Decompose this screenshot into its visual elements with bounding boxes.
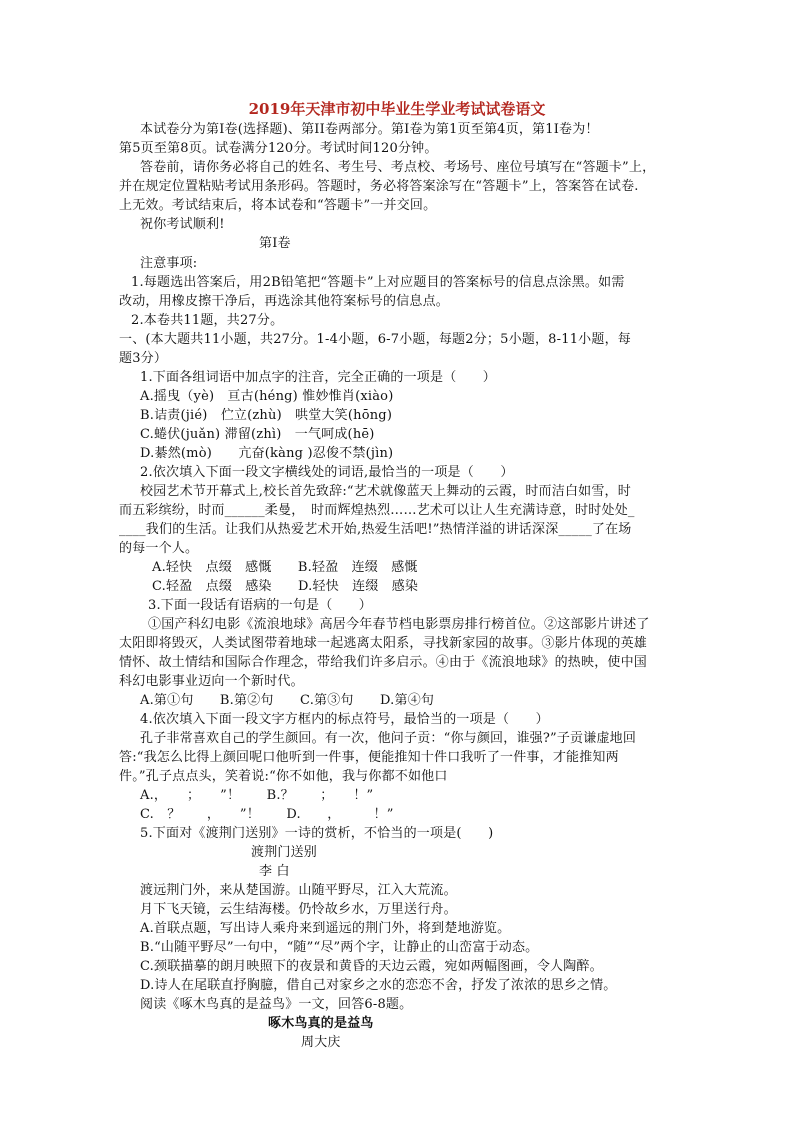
text-line: 第5页至第8页。试卷满分120分。考试时间120分钟。 [119, 141, 438, 156]
text-line: 校园艺术节开幕式上,校长首先致辞:“艺术就像蓝天上舞动的云霞，时而洁白如雪，时 [140, 484, 631, 499]
text-line: C.颈联描摹的朗月映照下的夜景和黄昏的天边云霞，宛如两幅图画，令人陶醉。 [140, 959, 603, 974]
text-line: 3.下面一段话有语病的一句是（ ） [148, 598, 373, 613]
page-title: 2019年天津市初中毕业生学业考试试卷语文 [248, 100, 546, 118]
text-line: 啄木鸟真的是益鸟 [268, 1016, 374, 1031]
text-line: 而五彩缤纷，时而______柔曼， 时而辉煌热烈……艺术可以让人生充满诗意，时时处处_ [119, 503, 635, 518]
text-line: 太阳即将毁灭，人类试图带着地球一起逃离太阳系，寻找新家园的故事。③影片体现的英雄 [119, 636, 648, 651]
text-line: C.轻盈 点缀 感染 D.轻快 连缀 感染 [152, 579, 419, 594]
text-line: 本试卷分为第Ⅰ卷(选择题)、第II卷两部分。第Ⅰ卷为第1页至第4页，第1I卷为！ [140, 122, 599, 137]
text-line: 李 白 [259, 864, 290, 879]
text-line: 祝你考试顺利! [140, 217, 225, 232]
text-line: 1.下面各组词语中加点字的注音，完全正确的一项是（ ） [140, 370, 497, 385]
text-line: B.“山随平野尽”一句中，“随”“尽”两个字，让静止的山峦富于动态。 [140, 940, 539, 955]
text-line: 月下飞天镜，云生结海楼。仍怜故乡水，万里送行舟。 [140, 902, 457, 917]
text-line: 孔子非常喜欢自己的学生颜回。有一次，他问子贡：“你与颜回，谁强?”子贡谦虚地回 [140, 731, 637, 746]
text-line: 周大庆 [301, 1035, 341, 1050]
text-line: 2.依次填入下面一段文字横线处的词语,最恰当的一项是（ ） [140, 465, 514, 480]
text-line: 改动，用橡皮擦干净后，再选涂其他符案标号的信息点。 [119, 294, 450, 309]
text-line: B.诘责(jié) 伫立(zhù) 哄堂大笑(hōng) [140, 408, 393, 423]
text-line: 阅读《啄木鸟真的是益鸟》一文，回答6-8题。 [140, 997, 413, 1012]
text-line: 的每一个人。 [119, 541, 199, 556]
text-line: 注意事项: [140, 256, 198, 271]
text-line: 答卷前，请你务必将自己的姓名、考生号、考点校、考场号、座位号填写在“答题卡”上， [140, 160, 656, 175]
text-line: ____我们的生活。让我们从热爱艺术开始,热爱生活吧!”热情洋溢的讲话深深_____了在场 [119, 522, 632, 537]
text-line: A.首联点题，写出诗人乘舟来到遥远的荆门外，将到楚地游览。 [140, 921, 511, 936]
text-line: A.第①句 B.第②句 C.第③句 D.第④句 [140, 693, 435, 708]
text-line: 题3分） [119, 351, 168, 366]
text-line: 并在规定位置粘贴考试用条形码。答题时，务必将答案涂写在“答题卡”上，答案答在试卷. [119, 179, 639, 194]
text-line: C.蜷伏(juǎn) 滞留(zhì) 一气呵成(hē) [140, 427, 375, 442]
text-line: A.， ； ”！ B.？ ； ！” [140, 788, 374, 803]
text-line: 5.下面对《渡荆门送别》一诗的赏析，不恰当的一项是( ) [140, 826, 494, 841]
text-line: 2.本卷共11题，共27分。 [131, 313, 284, 328]
text-line: 科幻电影事业迈向一个新时代。 [119, 674, 304, 689]
text-line: D.诗人在尾联直抒胸臆，借自己对家乡之水的恋恋不舍，抒发了浓浓的思乡之情。 [140, 978, 617, 993]
text-line: ①国产科幻电影《流浪地球》高居今年春节档电影票房排行榜首位。②这部影片讲述了 [148, 617, 650, 632]
text-line: 4.依次填入下面一段文字方框内的标点符号，最恰当的一项是（ ） [140, 712, 549, 727]
text-line: 件。”孔子点点头，笑着说:“你不如他，我与你都不如他口 [119, 769, 448, 784]
text-line: D.綦然(mò) 亢奋(kàng )忍俊不禁(jìn) [140, 446, 394, 461]
text-line: 上无效。考试结束后，将本试卷和“答题卡”一并交回。 [119, 198, 437, 213]
text-line: 渡荆门送别 [251, 845, 318, 860]
text-line: A.摇曳（yè) 亘古(héng) 惟妙惟肖(xiào) [140, 389, 394, 404]
text-line: 第Ⅰ卷 [259, 236, 291, 251]
text-line: 答:“我怎么比得上颜回呢口他听到一件事，便能推知十件口我听了一件事，才能推知两 [119, 750, 619, 765]
text-line: 情怀、故土情结和国际合作理念，带给我们许多启示。④由于《流浪地球》的热映，使中国 [119, 655, 648, 670]
text-line: A.轻快 点缀 感慨 B.轻盈 连缀 感慨 [152, 560, 418, 575]
text-line: 渡远荆门外，来从楚国游。山随平野尽，江入大荒流。 [140, 883, 457, 898]
text-line: C. ？ ， ”！ D. ， ！” [140, 807, 394, 822]
text-line: 一、(本大题共11小题，共27分。1-4小题，6-7小题，每题2分；5小题，8-11小题，每 [119, 332, 631, 347]
text-line: 1.每题选出答案后，用2B铅笔把“答题卡”上对应题目的答案标号的信息点涂黑。如需 [131, 275, 625, 290]
